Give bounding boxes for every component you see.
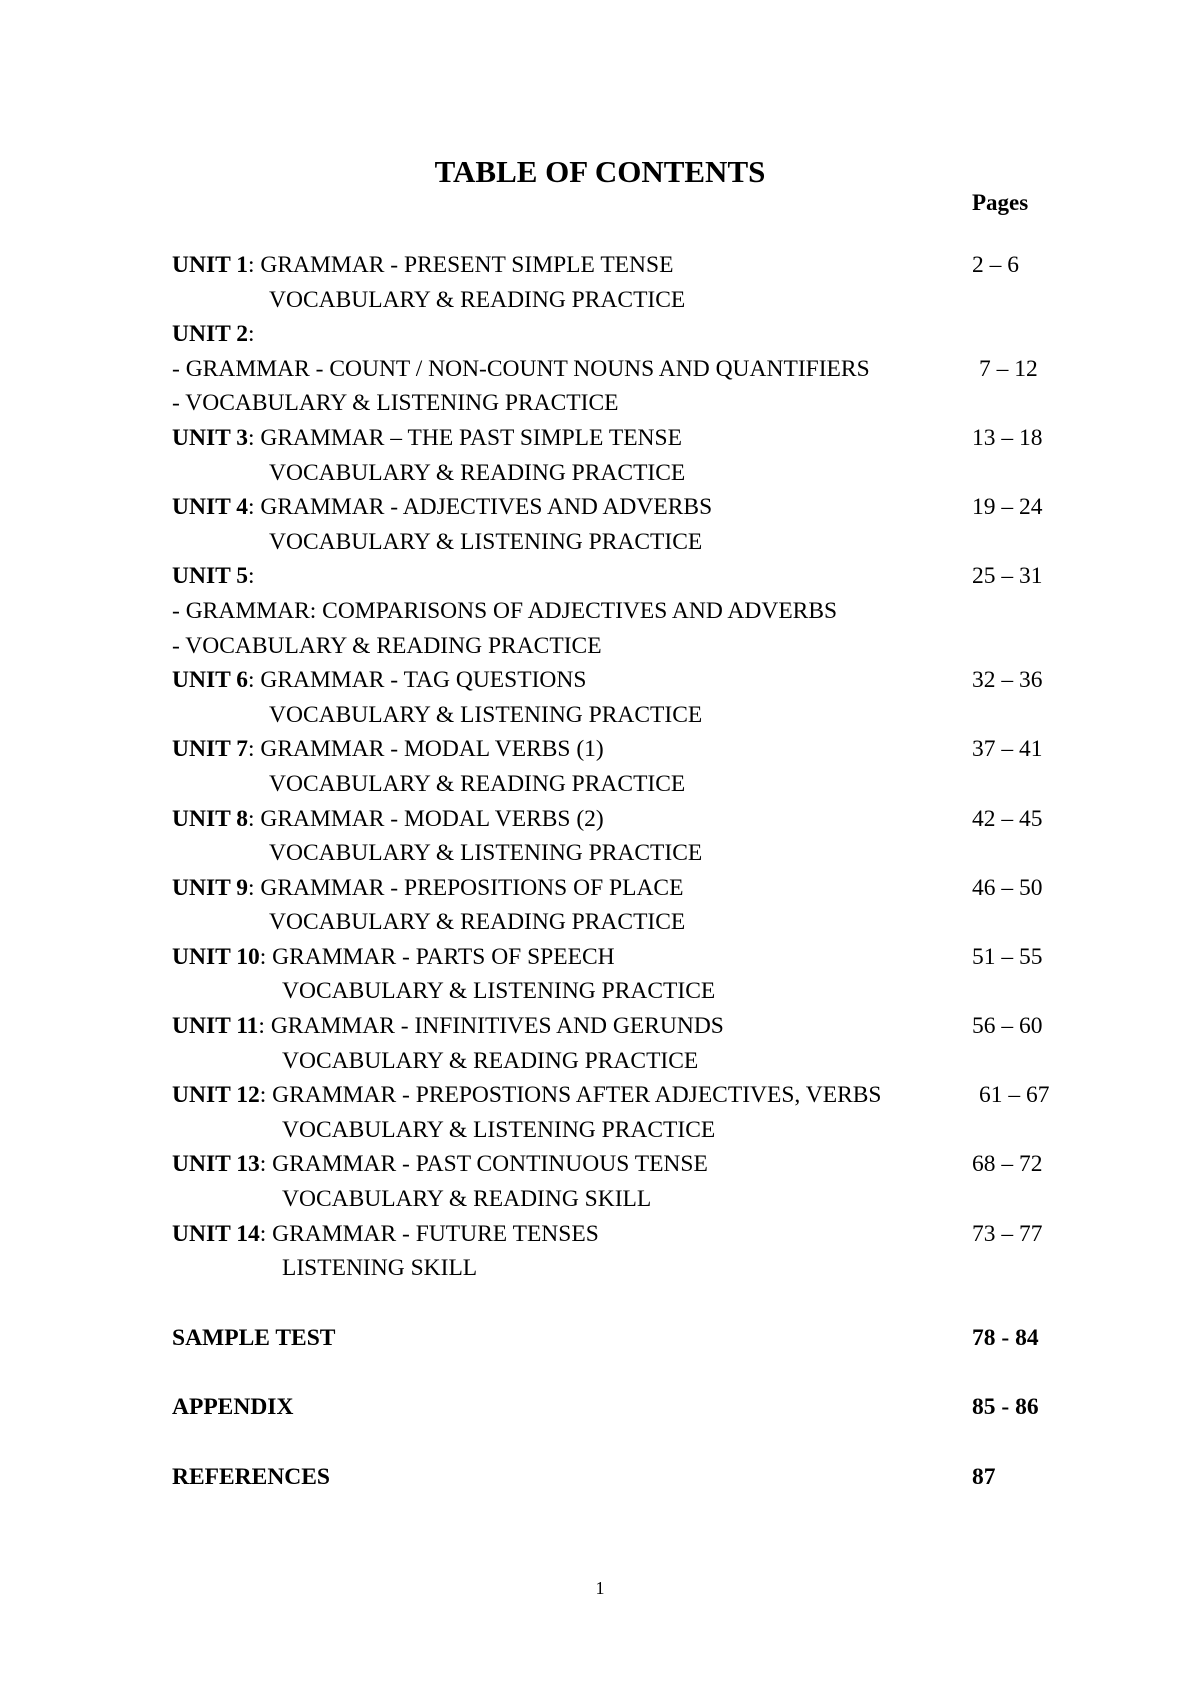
page-number: 1 xyxy=(595,1578,605,1598)
page-range: 61 – 67 xyxy=(979,1082,1050,1109)
unit-subtitle: VOCABULARY & READING PRACTICE xyxy=(269,286,686,313)
page-range: 37 – 41 xyxy=(972,736,1043,763)
toc-entry-unit-12 xyxy=(172,1078,1092,1113)
unit-title: : GRAMMAR - FUTURE TENSES xyxy=(259,1220,599,1247)
unit-subtitle: VOCABULARY & READING PRACTICE xyxy=(269,909,686,936)
unit-line: - VOCABULARY & READING PRACTICE xyxy=(172,632,602,659)
unit-title: : GRAMMAR - TAG QUESTIONS xyxy=(247,667,587,694)
pages-column-header: Pages xyxy=(972,190,1029,215)
unit-label: UNIT 10 xyxy=(172,943,260,970)
unit-title: : xyxy=(247,563,255,590)
page-range: 7 – 12 xyxy=(979,355,1038,382)
unit-subtitle: VOCABULARY & LISTENING PRACTICE xyxy=(282,1116,716,1143)
page-range: 85 - 86 xyxy=(972,1394,1039,1421)
unit-subtitle: VOCABULARY & LISTENING PRACTICE xyxy=(269,701,703,728)
toc-subentry xyxy=(172,905,1092,940)
unit-label: UNIT 2 xyxy=(172,321,248,348)
unit-subtitle: VOCABULARY & READING PRACTICE xyxy=(269,459,686,486)
section-label: SAMPLE TEST xyxy=(172,1324,336,1351)
toc-subentry xyxy=(172,974,1092,1009)
page-range: 68 – 72 xyxy=(972,1151,1043,1178)
unit-subtitle: VOCABULARY & LISTENING PRACTICE xyxy=(269,840,703,867)
unit-label: UNIT 4 xyxy=(172,494,248,521)
toc-subentry xyxy=(172,525,1092,560)
unit-title: : GRAMMAR - PRESENT SIMPLE TENSE xyxy=(247,252,674,278)
page-range: 25 – 31 xyxy=(972,563,1043,590)
toc-subentry xyxy=(172,767,1092,802)
unit-line: - GRAMMAR - COUNT / NON-COUNT NOUNS AND QUANTIFIERS xyxy=(172,355,870,382)
page-range: 87 xyxy=(972,1464,996,1490)
unit-label: UNIT 1 xyxy=(172,252,248,278)
page-range: 13 – 18 xyxy=(972,424,1043,451)
unit-label: UNIT 14 xyxy=(172,1220,260,1247)
unit-title: : GRAMMAR - PARTS OF SPEECH xyxy=(259,943,615,970)
unit-title: : GRAMMAR - ADJECTIVES AND ADVERBS xyxy=(247,494,713,521)
page-range: 42 – 45 xyxy=(972,805,1043,832)
page-range: 56 – 60 xyxy=(972,1013,1043,1040)
page-range: 46 – 50 xyxy=(972,874,1043,901)
unit-label: UNIT 11 xyxy=(172,1013,259,1040)
toc-entry-unit-11 xyxy=(172,1009,1092,1044)
unit-title: : GRAMMAR - PREPOSTIONS AFTER ADJECTIVES, VERBS xyxy=(259,1082,882,1109)
toc-entry-unit-13 xyxy=(172,1147,1092,1182)
toc-entry-unit-8 xyxy=(172,802,1092,837)
toc-subentry xyxy=(172,352,1092,387)
unit-title: : xyxy=(247,321,255,348)
toc-subentry xyxy=(172,836,1092,871)
toc-entry-sample-test xyxy=(172,1321,1092,1356)
unit-title: : GRAMMAR - MODAL VERBS (1) xyxy=(247,736,604,763)
toc-entry-unit-7 xyxy=(172,732,1092,767)
toc-entry-references xyxy=(172,1460,1092,1495)
unit-title: : GRAMMAR - MODAL VERBS (2) xyxy=(247,805,604,832)
unit-title: : GRAMMAR - PREPOSITIONS OF PLACE xyxy=(247,874,684,901)
unit-label: UNIT 3 xyxy=(172,424,248,451)
toc-entry-unit-3 xyxy=(172,421,1092,456)
toc-subentry xyxy=(172,1251,1092,1286)
toc-entry-unit-6 xyxy=(172,663,1092,698)
toc-subentry xyxy=(172,1044,1092,1079)
toc-entry-unit-1 xyxy=(172,248,1092,283)
toc-subentry xyxy=(172,1113,1092,1148)
toc-subentry xyxy=(172,386,1092,421)
toc-entry-appendix xyxy=(172,1390,1092,1425)
unit-label: UNIT 8 xyxy=(172,805,248,832)
unit-title: : GRAMMAR – THE PAST SIMPLE TENSE xyxy=(247,424,682,451)
toc-entry-unit-2 xyxy=(172,317,1092,352)
unit-label: UNIT 9 xyxy=(172,874,248,901)
unit-label: UNIT 12 xyxy=(172,1082,260,1109)
page-range: 19 – 24 xyxy=(972,494,1043,521)
page-range: 2 – 6 xyxy=(972,252,1019,278)
toc-subentry xyxy=(172,456,1092,491)
toc-subentry xyxy=(172,629,1092,664)
page-range: 51 – 55 xyxy=(972,943,1043,970)
toc-entry-unit-5 xyxy=(172,559,1092,594)
section-label: REFERENCES xyxy=(172,1464,331,1490)
page-range: 32 – 36 xyxy=(972,667,1043,694)
unit-subtitle: VOCABULARY & READING PRACTICE xyxy=(269,770,686,797)
unit-subtitle: VOCABULARY & LISTENING PRACTICE xyxy=(282,978,716,1005)
table-of-contents xyxy=(172,248,1092,1495)
toc-subentry xyxy=(172,594,1092,629)
page-range: 73 – 77 xyxy=(972,1220,1043,1247)
page-title: TABLE OF CONTENTS xyxy=(434,154,766,189)
unit-line: - VOCABULARY & LISTENING PRACTICE xyxy=(172,390,619,417)
toc-entry-unit-14 xyxy=(172,1217,1092,1252)
unit-subtitle: VOCABULARY & READING SKILL xyxy=(282,1186,652,1213)
unit-label: UNIT 6 xyxy=(172,667,248,694)
toc-subentry xyxy=(172,1182,1092,1217)
toc-subentry xyxy=(172,698,1092,733)
unit-line: - GRAMMAR: COMPARISONS OF ADJECTIVES AND ADVERBS xyxy=(172,597,838,624)
toc-entry-unit-9 xyxy=(172,871,1092,906)
section-label: APPENDIX xyxy=(172,1394,294,1421)
toc-entry-unit-4 xyxy=(172,490,1092,525)
unit-title: : GRAMMAR - PAST CONTINUOUS TENSE xyxy=(259,1151,708,1178)
unit-title: : GRAMMAR - INFINITIVES AND GERUNDS xyxy=(258,1013,724,1040)
unit-label: UNIT 13 xyxy=(172,1151,260,1178)
unit-label: UNIT 7 xyxy=(172,736,248,763)
toc-entry-unit-10 xyxy=(172,940,1092,975)
unit-subtitle: VOCABULARY & LISTENING PRACTICE xyxy=(269,528,703,555)
page-range: 78 - 84 xyxy=(972,1324,1039,1351)
unit-subtitle: LISTENING SKILL xyxy=(282,1255,478,1282)
toc-subentry xyxy=(172,283,1092,318)
unit-subtitle: VOCABULARY & READING PRACTICE xyxy=(282,1047,699,1074)
unit-label: UNIT 5 xyxy=(172,563,248,590)
